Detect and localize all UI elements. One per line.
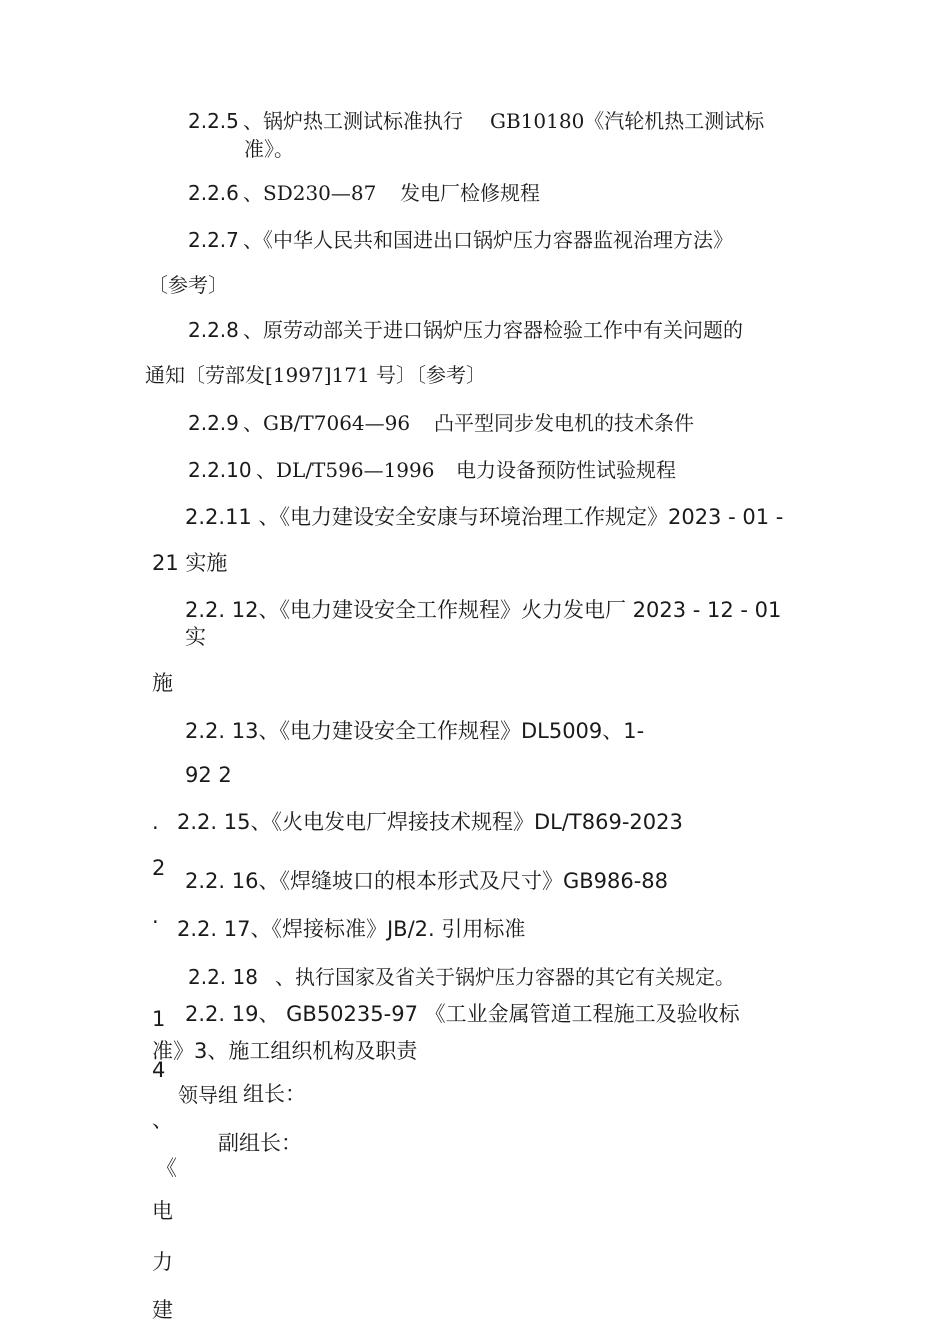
item-2-2-19-side-char-2: 4 bbox=[152, 1058, 166, 1082]
item-2-2-11-continuation: 21 实施 bbox=[152, 551, 228, 575]
item-2-2-6-title: 发电厂检修规程 bbox=[400, 181, 540, 205]
item-2-2-5-text: 、锅炉热工测试标准执行 bbox=[243, 109, 463, 133]
item-2-2-16: 2.2. 16、《焊缝坡口的根本形式及尺寸》GB986-88 bbox=[185, 869, 669, 893]
vertical-char: 力 bbox=[152, 1250, 173, 1274]
item-2-2-18-text: 、执行国家及省关于锅炉压力容器的其它有关规定。 bbox=[275, 965, 735, 989]
item-2-2-8-number: 2.2.8 bbox=[188, 318, 239, 342]
item-2-2-6-text: 、SD230—87 bbox=[243, 181, 377, 205]
item-2-2-15-marker: . bbox=[152, 810, 159, 834]
item-2-2-5-number: 2.2.5 bbox=[188, 109, 239, 133]
item-2-2-9-number: 2.2.9 bbox=[188, 411, 239, 435]
item-2-2-8-text: 、原劳动部关于进口锅炉压力容器检验工作中有关问题的 bbox=[243, 318, 743, 342]
item-2-2-13: 2.2. 13、《电力建设安全工作规程》DL5009、1- bbox=[185, 719, 645, 743]
vertical-char: 《 bbox=[156, 1156, 177, 1180]
leader-group-label: 领导组 bbox=[178, 1083, 238, 1107]
vertical-char: 建 bbox=[152, 1298, 173, 1322]
item-2-2-10-number: 2.2.10 bbox=[188, 458, 252, 482]
item-2-2-8-continuation: 通知〔劳部发[1997]171 号〕〔参考〕 bbox=[145, 363, 487, 387]
item-2-2-7-number: 2.2.7 bbox=[188, 228, 239, 252]
item-2-2-18-number: 2.2. 18 bbox=[188, 965, 258, 989]
item-2-2-9-title: 凸平型同步发电机的技术条件 bbox=[434, 411, 694, 435]
item-2-2-9-text: 、GB/T7064—96 bbox=[243, 411, 411, 435]
item-2-2-12: 2.2. 12、《电力建设安全工作规程》火力发电厂 2023 - 12 - 01 bbox=[185, 598, 782, 622]
item-2-2-19-continuation: 准》3、施工组织机构及职责 bbox=[152, 1039, 418, 1063]
item-2-2-12-continuation: 施 bbox=[152, 671, 173, 695]
item-2-2-7-text: 、《中华人民共和国进出口锅炉压力容器监视治理方法》 bbox=[243, 228, 733, 252]
item-2-2-19-side-char: 1 bbox=[152, 1007, 166, 1031]
item-2-2-10-text: 、DL/T596—1996 bbox=[256, 458, 435, 482]
item-2-2-6-number: 2.2.6 bbox=[188, 181, 239, 205]
item-2-2-12-wrap: 实 bbox=[185, 625, 206, 649]
item-2-2-5-code: GB10180《汽轮机热工测试标 bbox=[490, 109, 765, 133]
item-2-2-10-title: 电力设备预防性试验规程 bbox=[456, 458, 676, 482]
item-2-2-17-marker: · bbox=[152, 910, 159, 934]
vertical-char: 、 bbox=[152, 1108, 173, 1132]
deputy-leader-label: 副组长： bbox=[218, 1131, 302, 1155]
item-2-2-5-continuation: 准》。 bbox=[244, 137, 294, 161]
item-2-2-19: 2.2. 19、 GB50235-97 《工业金属管道工程施工及验收标 bbox=[185, 1002, 740, 1026]
vertical-char: 电 bbox=[152, 1199, 173, 1223]
item-2-2-7-continuation: 〔参考〕 bbox=[148, 273, 228, 297]
item-2-2-15: 2.2. 15、《火电发电厂焊接技术规程》DL/T869-2023 bbox=[177, 810, 683, 834]
leader-label: 组长： bbox=[243, 1082, 306, 1106]
item-2-2-16-side-char: 2 bbox=[152, 856, 166, 880]
item-2-2-13-continuation: 92 2 bbox=[185, 763, 232, 787]
item-2-2-17: 2.2. 17、《焊接标准》JB/2. 引用标准 bbox=[177, 917, 526, 941]
item-2-2-11: 2.2.11 、《电力建设安全安康与环境治理工作规定》2023 - 01 - bbox=[185, 505, 784, 529]
